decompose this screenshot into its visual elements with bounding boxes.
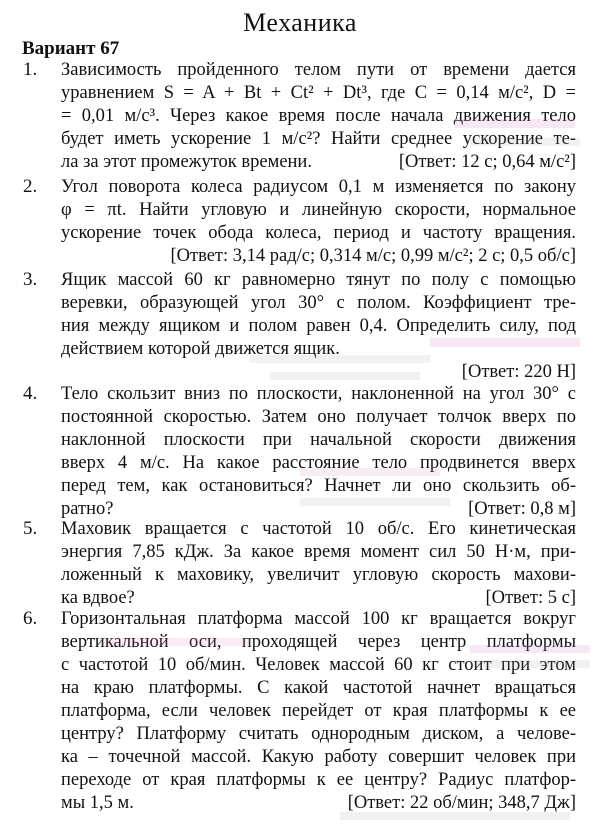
problem-text bbox=[61, 518, 576, 610]
problem-line: Тело скользит вниз по плоскости, наклоненной на угол 30° с bbox=[61, 384, 576, 404]
answer: [Ответ: 5 с] bbox=[485, 588, 576, 608]
problem-line: Горизонтальная платформа массой 100 кг вращается вокруг bbox=[61, 609, 576, 629]
problem-line: вверх 4 м/с. На какое расстояние тело продвинется вверх bbox=[61, 453, 576, 473]
problem-line: энергия 7,85 кДж. За какое время момент сил 50 Н·м, при- bbox=[61, 542, 576, 562]
answer: [Ответ: 0,8 м] bbox=[468, 499, 576, 519]
problem-line: вертикальной оси, проходящей через центр платформы bbox=[61, 632, 576, 652]
problem-line: Ящик массой 60 кг равномерно тянут по полу с помощью bbox=[61, 270, 576, 290]
problem-line: с частотой 10 об/мин. Человек массой 60 кг стоит при этом bbox=[61, 655, 576, 675]
problem-line: веревки, образующей угол 30° с полом. Коэффициент тре- bbox=[61, 293, 576, 313]
problem-number: 2. bbox=[23, 176, 38, 197]
problem-last-line bbox=[61, 151, 576, 174]
problem-line: наклонной плоскости при начальной скорости движения bbox=[61, 430, 576, 450]
problem-line: мы 1,5 м. bbox=[61, 793, 134, 813]
problem-number: 5. bbox=[23, 518, 38, 539]
problem-line: ложенный к маховику, увеличит угловую скорость махови- bbox=[61, 565, 576, 585]
problem-line: φ = πt. Найти угловую и линейную скорости, нормальное bbox=[61, 200, 576, 220]
problem-line: ка – точечной массой. Какую работу совершит человек при bbox=[61, 747, 576, 767]
problem-text bbox=[61, 176, 576, 268]
problem-line: Угол поворота колеса радиусом 0,1 м изменяется по закону bbox=[61, 177, 576, 197]
problem-line: уравнением S = A + Bt + Ct² + Dt³, где C = 0,14 м/с², D = bbox=[61, 83, 576, 103]
problem-last-line bbox=[61, 792, 576, 815]
answer: [Ответ: 12 с; 0,64 м/с²] bbox=[398, 152, 576, 172]
variant-heading: Вариант 67 bbox=[22, 38, 120, 59]
problem-line: на краю платформы. С какой частотой начнет вращаться bbox=[61, 678, 576, 698]
problem-line: постоянной скоростью. Затем оно получает толчок вверх по bbox=[61, 407, 576, 427]
problem-line: ускорение точек обода колеса, период и частоту вращения. bbox=[61, 223, 576, 243]
problem-line: центру? Платформу считать однородным диском, а челове- bbox=[61, 724, 576, 744]
problem-line: перед тем, как остановиться? Начнет ли оно скользить об- bbox=[61, 476, 576, 496]
problem-number: 3. bbox=[23, 269, 38, 290]
problem-text bbox=[61, 383, 576, 521]
problem-line: ка вдвое? bbox=[61, 588, 135, 608]
problem-line: платформа, если человек перейдет от края платформы к ее bbox=[61, 701, 576, 721]
problem-last-line bbox=[61, 587, 576, 610]
problem-number: 6. bbox=[23, 608, 38, 629]
problem-number: 1. bbox=[23, 59, 38, 80]
problem-line: ла за этот промежуток времени. bbox=[61, 152, 312, 172]
problem-line: Маховик вращается с частотой 10 об/с. Его кинетическая bbox=[61, 519, 576, 539]
problem-line: переходе от края платформы к ее центру? Радиус платфор- bbox=[61, 770, 576, 790]
problem-line: ратно? bbox=[61, 499, 114, 519]
problem-number: 4. bbox=[23, 383, 38, 404]
problem-text bbox=[61, 59, 576, 174]
problem-text bbox=[61, 608, 576, 815]
problem-line: = 0,01 м/с³. Через какое время после начала движения тело bbox=[61, 106, 576, 126]
page-title: Механика bbox=[243, 8, 357, 37]
problem-line: ния между ящиком и полом равен 0,4. Определить силу, под bbox=[61, 316, 576, 336]
answer: [Ответ: 220 Н] bbox=[461, 362, 576, 382]
problem-line: будет иметь ускорение 1 м/с²? Найти среднее ускорение те- bbox=[61, 129, 576, 149]
problem-line: действием которой движется ящик. bbox=[61, 339, 340, 359]
problem-text bbox=[61, 269, 576, 384]
answer: [Ответ: 3,14 рад/с; 0,314 м/с; 0,99 м/с²; 2 с; 0,5 об/с] bbox=[170, 246, 576, 266]
problem-line: Зависимость пройденного телом пути от времени дается bbox=[61, 60, 576, 80]
answer: [Ответ: 22 об/мин; 348,7 Дж] bbox=[347, 793, 576, 813]
